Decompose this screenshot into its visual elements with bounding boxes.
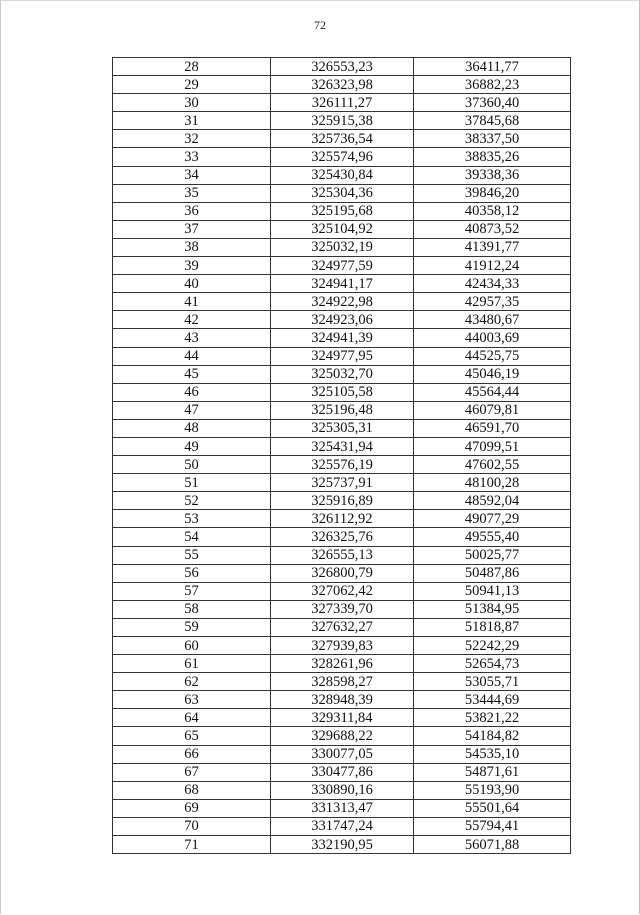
y-coordinate-cell: 54184,82 [414, 727, 571, 745]
x-coordinate-cell: 329688,22 [271, 727, 414, 745]
table-row [113, 437, 571, 455]
point-number-cell: 68 [113, 781, 271, 799]
table-row [113, 564, 571, 582]
y-coordinate-cell: 54535,10 [414, 745, 571, 763]
y-coordinate-cell: 55794,41 [414, 817, 571, 835]
x-coordinate-cell: 325737,91 [271, 474, 414, 492]
point-number-cell: 35 [113, 184, 271, 202]
x-coordinate-cell: 325916,89 [271, 492, 414, 510]
table-row [113, 673, 571, 691]
table-row [113, 492, 571, 510]
point-number-cell: 64 [113, 709, 271, 727]
point-number-cell: 63 [113, 691, 271, 709]
point-number-cell: 70 [113, 817, 271, 835]
point-number-cell: 39 [113, 257, 271, 275]
table-row [113, 94, 571, 112]
x-coordinate-cell: 327339,70 [271, 600, 414, 618]
table-row [113, 347, 571, 365]
point-number-cell: 67 [113, 763, 271, 781]
x-coordinate-cell: 325915,38 [271, 112, 414, 130]
x-coordinate-cell: 324922,98 [271, 293, 414, 311]
point-number-cell: 47 [113, 401, 271, 419]
x-coordinate-cell: 331313,47 [271, 799, 414, 817]
x-coordinate-cell: 326800,79 [271, 564, 414, 582]
table-row [113, 474, 571, 492]
point-number-cell: 55 [113, 546, 271, 564]
table-row [113, 836, 571, 854]
y-coordinate-cell: 41912,24 [414, 257, 571, 275]
point-number-cell: 62 [113, 673, 271, 691]
point-number-cell: 49 [113, 437, 271, 455]
table-row [113, 709, 571, 727]
table-row [113, 600, 571, 618]
x-coordinate-cell: 324977,59 [271, 257, 414, 275]
y-coordinate-cell: 49077,29 [414, 510, 571, 528]
point-number-cell: 65 [113, 727, 271, 745]
y-coordinate-cell: 55501,64 [414, 799, 571, 817]
table-row [113, 528, 571, 546]
point-number-cell: 40 [113, 275, 271, 293]
point-number-cell: 71 [113, 836, 271, 854]
x-coordinate-cell: 325431,94 [271, 437, 414, 455]
x-coordinate-cell: 326553,23 [271, 58, 414, 76]
table-row [113, 817, 571, 835]
x-coordinate-cell: 325576,19 [271, 456, 414, 474]
table-row [113, 691, 571, 709]
table-row [113, 112, 571, 130]
point-number-cell: 32 [113, 130, 271, 148]
y-coordinate-cell: 53821,22 [414, 709, 571, 727]
point-number-cell: 43 [113, 329, 271, 347]
y-coordinate-cell: 50487,86 [414, 564, 571, 582]
y-coordinate-cell: 42434,33 [414, 275, 571, 293]
page-number: 72 [314, 18, 326, 32]
y-coordinate-cell: 52654,73 [414, 655, 571, 673]
point-number-cell: 28 [113, 58, 271, 76]
y-coordinate-cell: 36411,77 [414, 58, 571, 76]
x-coordinate-cell: 326325,76 [271, 528, 414, 546]
point-number-cell: 57 [113, 582, 271, 600]
y-coordinate-cell: 52242,29 [414, 637, 571, 655]
point-number-cell: 54 [113, 528, 271, 546]
table-row [113, 655, 571, 673]
table-row [113, 510, 571, 528]
y-coordinate-cell: 39846,20 [414, 184, 571, 202]
y-coordinate-cell: 41391,77 [414, 238, 571, 256]
table-row [113, 727, 571, 745]
table-row [113, 238, 571, 256]
x-coordinate-cell: 328261,96 [271, 655, 414, 673]
point-number-cell: 31 [113, 112, 271, 130]
coordinates-table [112, 57, 571, 854]
point-number-cell: 48 [113, 419, 271, 437]
x-coordinate-cell: 325104,92 [271, 220, 414, 238]
point-number-cell: 58 [113, 600, 271, 618]
table-row [113, 419, 571, 437]
x-coordinate-cell: 328598,27 [271, 673, 414, 691]
point-number-cell: 36 [113, 202, 271, 220]
x-coordinate-cell: 332190,95 [271, 836, 414, 854]
y-coordinate-cell: 37360,40 [414, 94, 571, 112]
point-number-cell: 46 [113, 383, 271, 401]
x-coordinate-cell: 326555,13 [271, 546, 414, 564]
table-row [113, 293, 571, 311]
x-coordinate-cell: 330077,05 [271, 745, 414, 763]
y-coordinate-cell: 46591,70 [414, 419, 571, 437]
point-number-cell: 29 [113, 76, 271, 94]
point-number-cell: 44 [113, 347, 271, 365]
table-row [113, 546, 571, 564]
point-number-cell: 30 [113, 94, 271, 112]
y-coordinate-cell: 56071,88 [414, 836, 571, 854]
table-row [113, 275, 571, 293]
y-coordinate-cell: 44003,69 [414, 329, 571, 347]
point-number-cell: 52 [113, 492, 271, 510]
y-coordinate-cell: 54871,61 [414, 763, 571, 781]
table-row [113, 582, 571, 600]
x-coordinate-cell: 327062,42 [271, 582, 414, 600]
x-coordinate-cell: 324923,06 [271, 311, 414, 329]
table-row [113, 202, 571, 220]
x-coordinate-cell: 325032,19 [271, 238, 414, 256]
y-coordinate-cell: 48592,04 [414, 492, 571, 510]
y-coordinate-cell: 44525,75 [414, 347, 571, 365]
table-row [113, 763, 571, 781]
table-row [113, 329, 571, 347]
table-row [113, 148, 571, 166]
table-row [113, 76, 571, 94]
y-coordinate-cell: 40873,52 [414, 220, 571, 238]
table-row [113, 130, 571, 148]
point-number-cell: 60 [113, 637, 271, 655]
y-coordinate-cell: 43480,67 [414, 311, 571, 329]
x-coordinate-cell: 331747,24 [271, 817, 414, 835]
table-row [113, 401, 571, 419]
table-row [113, 799, 571, 817]
table-row [113, 618, 571, 636]
y-coordinate-cell: 40358,12 [414, 202, 571, 220]
x-coordinate-cell: 325196,48 [271, 401, 414, 419]
point-number-cell: 41 [113, 293, 271, 311]
table-row [113, 383, 571, 401]
table-row [113, 58, 571, 76]
x-coordinate-cell: 324941,39 [271, 329, 414, 347]
y-coordinate-cell: 37845,68 [414, 112, 571, 130]
x-coordinate-cell: 324941,17 [271, 275, 414, 293]
point-number-cell: 59 [113, 618, 271, 636]
x-coordinate-cell: 325736,54 [271, 130, 414, 148]
x-coordinate-cell: 327632,27 [271, 618, 414, 636]
table-row [113, 637, 571, 655]
y-coordinate-cell: 47602,55 [414, 456, 571, 474]
x-coordinate-cell: 325195,68 [271, 202, 414, 220]
y-coordinate-cell: 38337,50 [414, 130, 571, 148]
x-coordinate-cell: 325032,70 [271, 365, 414, 383]
coordinates-table-body [113, 58, 571, 854]
point-number-cell: 37 [113, 220, 271, 238]
point-number-cell: 50 [113, 456, 271, 474]
x-coordinate-cell: 330477,86 [271, 763, 414, 781]
table-row [113, 311, 571, 329]
y-coordinate-cell: 46079,81 [414, 401, 571, 419]
y-coordinate-cell: 49555,40 [414, 528, 571, 546]
x-coordinate-cell: 326112,92 [271, 510, 414, 528]
x-coordinate-cell: 327939,83 [271, 637, 414, 655]
point-number-cell: 53 [113, 510, 271, 528]
y-coordinate-cell: 42957,35 [414, 293, 571, 311]
point-number-cell: 69 [113, 799, 271, 817]
point-number-cell: 51 [113, 474, 271, 492]
point-number-cell: 66 [113, 745, 271, 763]
x-coordinate-cell: 325305,31 [271, 419, 414, 437]
x-coordinate-cell: 328948,39 [271, 691, 414, 709]
point-number-cell: 33 [113, 148, 271, 166]
x-coordinate-cell: 325304,36 [271, 184, 414, 202]
x-coordinate-cell: 326111,27 [271, 94, 414, 112]
table-row [113, 166, 571, 184]
y-coordinate-cell: 36882,23 [414, 76, 571, 94]
point-number-cell: 45 [113, 365, 271, 383]
x-coordinate-cell: 325430,84 [271, 166, 414, 184]
x-coordinate-cell: 326323,98 [271, 76, 414, 94]
point-number-cell: 42 [113, 311, 271, 329]
y-coordinate-cell: 38835,26 [414, 148, 571, 166]
table-row [113, 257, 571, 275]
table-row [113, 745, 571, 763]
y-coordinate-cell: 45564,44 [414, 383, 571, 401]
y-coordinate-cell: 53055,71 [414, 673, 571, 691]
y-coordinate-cell: 50025,77 [414, 546, 571, 564]
table-row [113, 220, 571, 238]
y-coordinate-cell: 51818,87 [414, 618, 571, 636]
y-coordinate-cell: 55193,90 [414, 781, 571, 799]
point-number-cell: 61 [113, 655, 271, 673]
x-coordinate-cell: 325105,58 [271, 383, 414, 401]
table-row [113, 781, 571, 799]
table-row [113, 456, 571, 474]
y-coordinate-cell: 53444,69 [414, 691, 571, 709]
table-row [113, 365, 571, 383]
point-number-cell: 34 [113, 166, 271, 184]
y-coordinate-cell: 45046,19 [414, 365, 571, 383]
point-number-cell: 38 [113, 238, 271, 256]
y-coordinate-cell: 48100,28 [414, 474, 571, 492]
x-coordinate-cell: 325574,96 [271, 148, 414, 166]
y-coordinate-cell: 50941,13 [414, 582, 571, 600]
y-coordinate-cell: 47099,51 [414, 437, 571, 455]
y-coordinate-cell: 39338,36 [414, 166, 571, 184]
point-number-cell: 56 [113, 564, 271, 582]
table-row [113, 184, 571, 202]
x-coordinate-cell: 324977,95 [271, 347, 414, 365]
x-coordinate-cell: 329311,84 [271, 709, 414, 727]
y-coordinate-cell: 51384,95 [414, 600, 571, 618]
x-coordinate-cell: 330890,16 [271, 781, 414, 799]
